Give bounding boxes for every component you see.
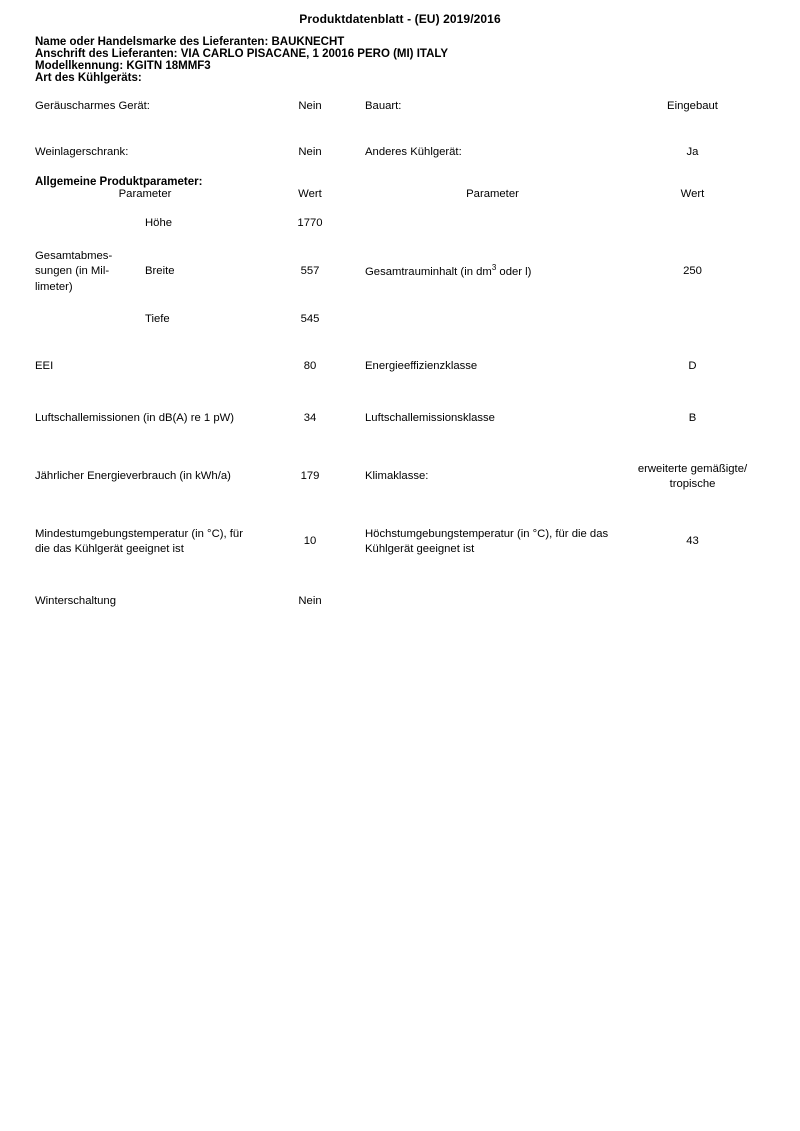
table-row	[35, 72, 765, 84]
winter-setting-empty-label	[365, 578, 620, 626]
eei-value: 80	[303, 360, 317, 373]
total-volume-label	[365, 200, 620, 344]
other-appliance-value: Ja	[686, 146, 699, 159]
winter-setting-empty-value	[620, 578, 765, 626]
wine-cabinet-label: Weinlagerschrank:	[35, 146, 129, 159]
overall-dimensions-label-line2: sungen (in Mil-	[35, 265, 110, 278]
wine-cabinet-value: Nein	[298, 146, 322, 159]
general-parameters-table	[35, 188, 765, 626]
page-title: Produktdatenblatt - (EU) 2019/2016	[299, 12, 501, 26]
annual-energy-label: Jährlicher Energieverbrauch (in kWh/a)	[35, 470, 231, 483]
table-header-row	[35, 188, 765, 200]
appliance-type-section-label: Art des Kühlgeräts:	[35, 72, 142, 84]
table-row	[35, 448, 765, 506]
table-row	[35, 48, 765, 60]
construction-label: Bauart:	[365, 100, 402, 113]
max-ambient-temp-value: 43	[686, 535, 699, 548]
appliance-type-table	[35, 84, 765, 188]
column-header-value-right: Wert	[680, 188, 705, 200]
noise-class-label: Luftschallemissionsklasse	[365, 412, 495, 425]
airborne-noise-value: 34	[303, 412, 317, 425]
max-ambient-temp-label: Höchstumgebungstemperatur (in °C), für die das Kühlgerät geeignet ist	[365, 527, 609, 555]
total-volume-label-sup: 3	[491, 263, 497, 273]
annual-energy-value: 179	[300, 470, 320, 483]
column-header-parameter-left: Parameter	[118, 188, 172, 200]
table-row	[35, 36, 765, 48]
table-row	[35, 176, 765, 188]
min-ambient-temp-label: Mindestumgebungstemperatur (in °C), für die das Kühlgerät geeignet ist	[35, 527, 243, 555]
eei-label: EEI	[35, 360, 54, 373]
dimension-width-value: 557	[300, 265, 320, 278]
construction-value: Eingebaut	[667, 100, 718, 113]
datasheet-body	[35, 36, 765, 626]
low-noise-label: Geräuscharmes Gerät:	[35, 100, 150, 113]
overall-dimensions-label-line3: limeter)	[35, 280, 73, 293]
table-row	[35, 84, 765, 130]
total-volume-label-pre: Gesamtrauminhalt (in dm	[365, 266, 492, 279]
overall-dimensions-label-line1: Gesamtabmes-	[35, 250, 113, 263]
dimension-height-value: 1770	[297, 217, 323, 230]
noise-class-value: B	[688, 412, 697, 425]
table-row	[35, 200, 765, 248]
column-header-parameter-right: Parameter	[466, 188, 519, 200]
table-row	[35, 60, 765, 72]
energy-efficiency-class-value: D	[688, 360, 697, 373]
table-row	[35, 390, 765, 448]
table-row	[35, 344, 765, 390]
column-header-value-left: Wert	[298, 188, 322, 200]
dimension-width-label: Breite	[145, 265, 175, 278]
dimension-height-label: Höhe	[145, 217, 173, 230]
min-ambient-temp-value: 10	[303, 535, 317, 548]
table-row	[35, 506, 765, 578]
dimension-depth-value: 545	[300, 313, 320, 326]
low-noise-value: Nein	[298, 100, 322, 113]
supplier-address: Anschrift des Lieferanten: VIA CARLO PISACANE, 1 20016 PERO (MI) ITALY	[35, 48, 449, 60]
winter-setting-label: Winterschaltung	[35, 595, 116, 608]
winter-setting-value: Nein	[298, 595, 322, 608]
airborne-noise-label: Luftschallemissionen (in dB(A) re 1 pW)	[35, 412, 235, 425]
table-row	[35, 578, 765, 626]
total-volume-label-post: oder l)	[496, 266, 532, 279]
overall-dimensions-label	[35, 200, 145, 344]
general-parameters-section-label: Allgemeine Produktparameter:	[35, 176, 203, 188]
climate-class-label: Klimaklasse:	[365, 470, 429, 483]
table-row	[35, 130, 765, 176]
climate-class-value: erweiterte gemäßigte/ tropische	[637, 462, 748, 490]
supplier-table	[35, 36, 765, 84]
dimension-depth-label: Tiefe	[145, 313, 170, 326]
energy-efficiency-class-label: Energieeffizienzklasse	[365, 360, 478, 373]
model-identifier: Modellkennung: KGITN 18MMF3	[35, 60, 211, 72]
total-volume-value: 250	[683, 265, 702, 278]
supplier-name: Name oder Handelsmarke des Lieferanten: BAUKNECHT	[35, 36, 345, 48]
other-appliance-label: Anderes Kühlgerät:	[365, 146, 462, 159]
